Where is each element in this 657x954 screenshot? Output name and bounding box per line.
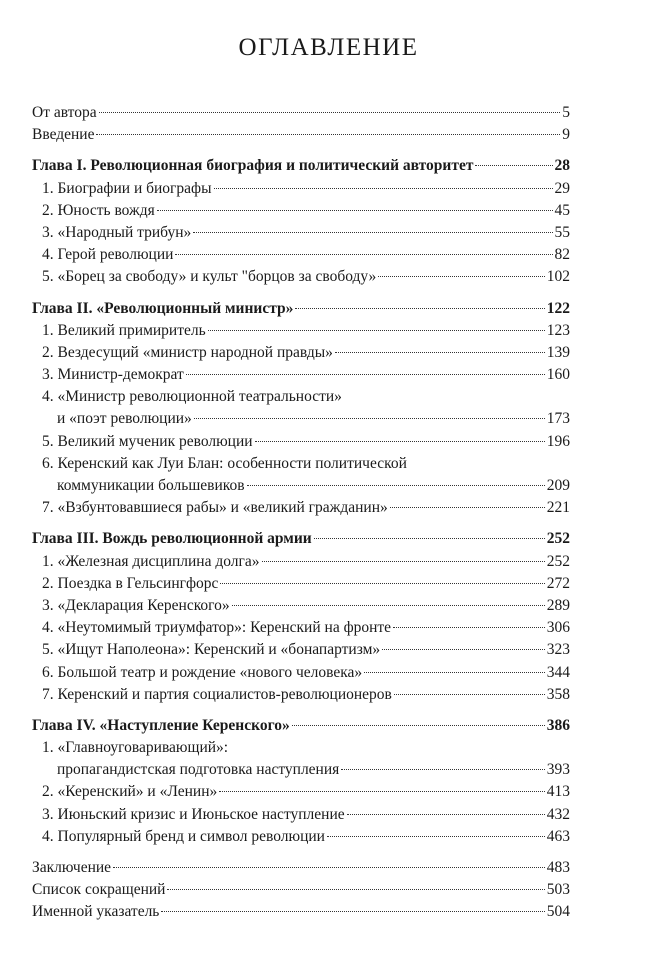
toc-entry[interactable] (32, 200, 570, 222)
entry-page: 272 (546, 574, 570, 592)
toc-entry[interactable] (32, 222, 570, 244)
table-of-contents (32, 102, 570, 933)
dot-leader (390, 507, 545, 508)
entry-page: 221 (546, 499, 570, 517)
chapter-page: 28 (554, 157, 570, 175)
entry-title: 2. Поездка в Гельсингфорс (42, 574, 219, 592)
chapter-title: Глава I. Революционная биография и политический авторитет (32, 157, 474, 175)
front-matter (32, 102, 570, 146)
entry-title: 4. «Министр революционной театральности» (42, 388, 342, 406)
entry-page: 160 (546, 366, 570, 384)
toc-entry-line-1[interactable] (32, 453, 570, 475)
dot-leader (394, 694, 545, 695)
toc-entry[interactable] (32, 431, 570, 453)
dot-leader (378, 276, 544, 277)
toc-entry[interactable] (32, 804, 570, 826)
dot-leader (193, 232, 552, 233)
entry-title: 4. Герой революции (42, 246, 174, 264)
chapter-page: 386 (546, 716, 570, 734)
toc-entry[interactable] (32, 826, 570, 848)
toc-entry[interactable] (32, 551, 570, 573)
chapter-page: 122 (546, 299, 570, 317)
entry-page: 483 (546, 859, 570, 876)
dot-leader (99, 112, 561, 113)
toc-entry[interactable] (32, 879, 570, 901)
entry-page: 358 (546, 685, 570, 703)
entry-title: 5. «Борец за свободу» и культ "борцов за свободу» (42, 268, 377, 286)
toc-entry[interactable] (32, 102, 570, 124)
dot-leader (247, 485, 545, 486)
entry-title: 2. «Керенский» и «Ленин» (42, 783, 218, 801)
toc-entry[interactable] (32, 266, 570, 288)
chapter-heading[interactable] (32, 298, 570, 320)
chapter-title: Глава III. Вождь революционной армии (32, 530, 312, 548)
entry-page: 503 (546, 881, 570, 899)
toc-entry[interactable] (32, 342, 570, 364)
toc-entry[interactable] (32, 320, 570, 342)
entry-title: 2. Юность вождя (42, 201, 155, 219)
entry-title: 6. Керенский как Луи Блан: особенности политической (42, 454, 407, 472)
dot-leader (220, 583, 544, 584)
toc-entry[interactable] (32, 781, 570, 803)
entry-page: 5 (562, 104, 570, 121)
chapter-3 (32, 528, 570, 706)
entry-page: 123 (546, 321, 570, 339)
chapter-heading[interactable] (32, 155, 570, 177)
dot-leader (347, 814, 545, 815)
toc-entry[interactable] (32, 684, 570, 706)
chapter-page: 252 (546, 530, 570, 548)
entry-page: 173 (546, 410, 570, 428)
entry-page: 252 (546, 552, 570, 570)
toc-entry[interactable] (32, 178, 570, 200)
dot-leader (255, 441, 545, 442)
chapter-2 (32, 298, 570, 520)
entry-page: 9 (562, 126, 570, 144)
entry-page: 504 (546, 903, 570, 921)
dot-leader (314, 538, 545, 539)
dot-leader (327, 836, 545, 837)
dot-leader (364, 672, 545, 673)
dot-leader (219, 791, 544, 792)
toc-entry[interactable] (32, 857, 570, 879)
dot-leader (292, 725, 545, 726)
toc-entry[interactable] (32, 595, 570, 617)
entry-page: 196 (546, 432, 570, 450)
entry-page: 432 (546, 805, 570, 823)
entry-title: 3. Июньский кризис и Июньское наступление (42, 805, 345, 823)
entry-title-continued: пропагандистская подготовка наступления (57, 761, 340, 779)
dot-leader (262, 561, 545, 562)
entry-title-continued: коммуникации большевиков (57, 477, 245, 494)
entry-title: От автора (32, 104, 97, 121)
entry-page: 306 (546, 619, 570, 637)
chapter-4 (32, 715, 570, 848)
entry-title: Введение (32, 126, 95, 144)
entry-title-continued: и «поэт революции» (57, 410, 192, 428)
entry-title: 5. Великий мученик революции (42, 432, 253, 450)
dot-leader (157, 210, 553, 211)
entry-title: 4. Популярный бренд и символ революции (42, 827, 325, 845)
entry-title: 3. «Народный трибун» (42, 223, 192, 241)
toc-entry[interactable] (32, 244, 570, 266)
entry-page: 393 (546, 761, 570, 779)
dot-leader (167, 889, 544, 890)
chapter-title: Глава II. «Революционный министр» (32, 299, 294, 317)
entry-page: 289 (546, 596, 570, 614)
entry-title: 5. «Ищут Наполеона»: Керенский и «бонапартизм» (42, 641, 381, 659)
dot-leader (194, 418, 545, 419)
chapter-heading[interactable] (32, 715, 570, 737)
toc-entry[interactable] (32, 617, 570, 639)
dot-leader (382, 649, 545, 650)
entry-title: 6. Большой театр и рождение «нового человека» (42, 663, 363, 681)
entry-title: 1. «Железная дисциплина долга» (42, 552, 260, 570)
dot-leader (208, 330, 545, 331)
entry-page: 344 (546, 663, 570, 681)
toc-entry-line-1[interactable] (32, 386, 570, 408)
entry-page: 323 (546, 641, 570, 659)
entry-page: 45 (554, 201, 570, 219)
entry-page: 139 (546, 343, 570, 361)
toc-entry-line-2[interactable] (32, 759, 570, 781)
dot-leader (175, 254, 552, 255)
dot-leader (475, 165, 552, 166)
dot-leader (393, 627, 545, 628)
dot-leader (113, 867, 545, 868)
dot-leader (341, 769, 544, 770)
toc-entry[interactable] (32, 639, 570, 661)
entry-page: 29 (554, 179, 570, 197)
toc-entry-line-1[interactable] (32, 737, 570, 759)
entry-title: 4. «Неутомимый триумфатор»: Керенский на фронте (42, 619, 392, 637)
entry-title: 3. «Декларация Керенского» (42, 596, 230, 614)
entry-title: 1. «Главноуговаривающий»: (42, 739, 229, 757)
toc-entry[interactable] (32, 497, 570, 519)
page-title: ОГЛАВЛЕНИЕ (238, 34, 419, 61)
dot-leader (161, 911, 544, 912)
entry-title: 7. Керенский и партия социалистов-революционеров (42, 685, 392, 703)
chapter-title: Глава IV. «Наступление Керенского» (32, 716, 290, 734)
toc-entry[interactable] (32, 662, 570, 684)
entry-title: 2. Вездесущий «министр народной правды» (42, 343, 333, 361)
dot-leader (214, 188, 553, 189)
entry-page: 82 (554, 246, 570, 264)
entry-page: 209 (546, 477, 570, 494)
entry-title: Заключение (32, 859, 112, 876)
entry-page: 55 (554, 223, 570, 241)
chapter-1 (32, 155, 570, 288)
entry-page: 413 (546, 783, 570, 801)
dot-leader (232, 605, 545, 606)
toc-entry[interactable] (32, 364, 570, 386)
toc-entry[interactable] (32, 124, 570, 146)
entry-page: 102 (546, 268, 570, 286)
dot-leader (186, 374, 545, 375)
chapter-heading[interactable] (32, 528, 570, 550)
dot-leader (335, 352, 545, 353)
toc-entry-line-2[interactable] (32, 475, 570, 497)
toc-entry[interactable] (32, 573, 570, 595)
entry-title: Именной указатель (32, 903, 160, 921)
toc-entry[interactable] (32, 901, 570, 923)
entry-title: 1. Великий примиритель (42, 321, 206, 339)
dot-leader (96, 134, 560, 135)
toc-entry-line-2[interactable] (32, 408, 570, 430)
entry-title: 7. «Взбунтовавшиеся рабы» и «великий гражданин» (42, 499, 388, 517)
dot-leader (295, 308, 544, 309)
entry-title: 1. Биографии и биографы (42, 179, 212, 197)
entry-title: Список сокращений (32, 881, 166, 899)
entry-page: 463 (546, 827, 570, 845)
back-matter (32, 857, 570, 924)
entry-title: 3. Министр-демократ (42, 366, 184, 384)
